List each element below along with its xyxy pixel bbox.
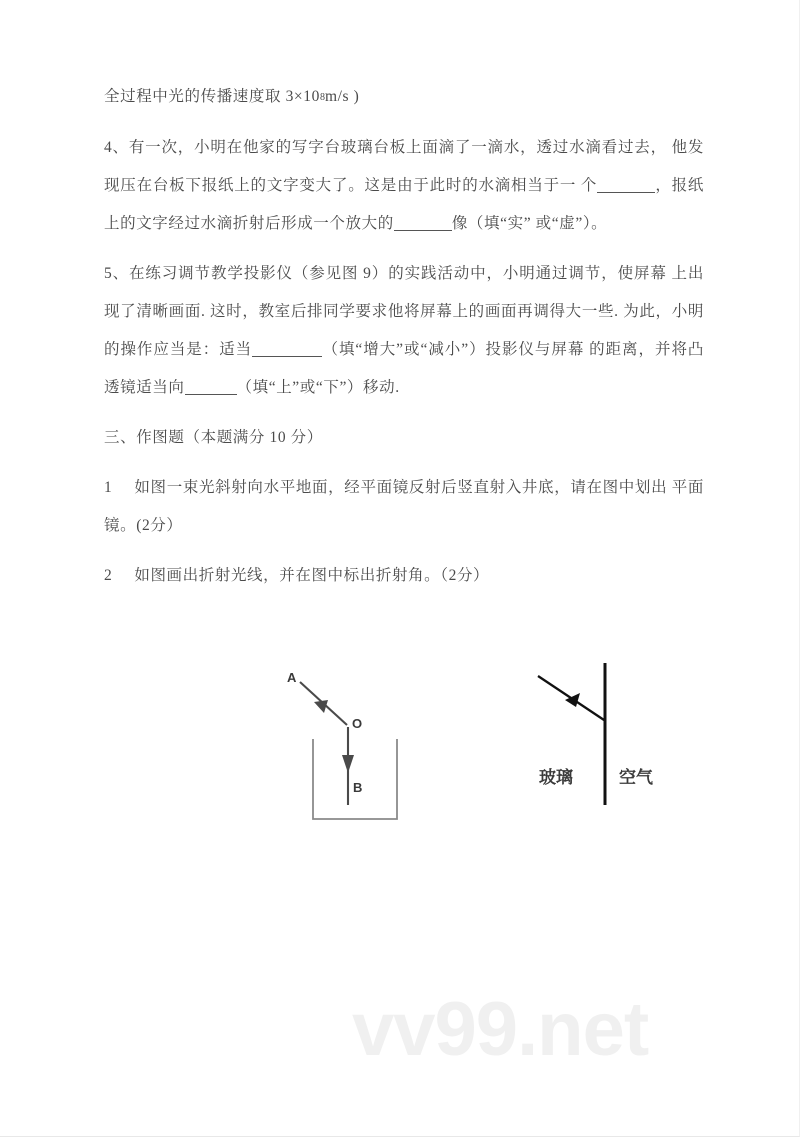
q4-blank-2[interactable] [394, 230, 452, 231]
drawing-q2-line-1: 如图画出折射光线，并在图中标出折射角。（2分） [134, 567, 490, 584]
incident-ray-arrowhead-icon [314, 700, 328, 713]
figure-refraction-diagram [515, 655, 685, 820]
document-body [104, 78, 704, 595]
speed-of-light-text-before: 全过程中光的传播速度取 3×10 [104, 88, 320, 105]
q5-line-2: 上出现了清晰画面. 这时，教室后排同学要求他将屏幕上的画面再调得大一些. [104, 265, 705, 320]
q4-line-3-part-a: 个 [580, 177, 598, 194]
section-heading-drawing: 三、作图题（本题满分 10 分） [104, 429, 323, 446]
q5-line-3-part-b: （填“增大”或“减小”）投影仪与屏幕 [322, 341, 585, 358]
label-air: 空气 [619, 768, 653, 787]
label-glass: 玻璃 [539, 768, 573, 787]
speed-of-light-text-after: m/s ) [324, 88, 360, 105]
well-label-a: A [287, 670, 297, 685]
q4-line-4: 或“虚”）。 [535, 215, 608, 232]
drawing-q2-number: 2 [104, 567, 113, 584]
vertical-ray-arrowhead-icon [342, 755, 354, 773]
drawing-question-1 [104, 469, 704, 545]
well-container-shape [313, 739, 397, 819]
q5-blank-2[interactable] [185, 394, 237, 395]
well-label-b: B [353, 780, 363, 795]
q4-line-1: 4、有一次，小明在他家的写字台玻璃台板上面滴了一滴水，透过水滴看过去， [104, 139, 667, 156]
question-4 [104, 129, 704, 243]
figures-row [0, 655, 800, 845]
drawing-question-2 [104, 557, 704, 595]
q4-line-3-part-b: ，报纸上的文字经过水滴折射后形成一个放大的 [104, 177, 705, 232]
well-diagram-svg [266, 660, 416, 840]
drawing-q1-line-2: 平面镜。(2分） [104, 479, 704, 534]
q4-blank-1[interactable] [597, 192, 655, 193]
refraction-diagram-svg [515, 655, 685, 820]
q4-line-2: 他发现压在台板下报纸上的文字变大了。这是由于此时的水滴相当于一 [104, 139, 704, 194]
question-5 [104, 255, 704, 407]
figure-well-diagram [266, 660, 416, 840]
paragraph-speed-of-light [104, 78, 704, 117]
site-watermark: vv99.net [352, 987, 649, 1072]
q4-line-3-part-c: 像（填“实” [451, 215, 532, 232]
drawing-q1-number: 1 [104, 479, 113, 496]
q5-line-4-part-a: 的距离，并将凸透镜适当向 [104, 341, 704, 396]
speed-of-light-exponent: 8 [319, 92, 325, 103]
well-label-o: O [352, 716, 363, 731]
q5-line-1: 5、在练习调节教学投影仪（参见图 9）的实践活动中，小明通过调节，使屏幕 [104, 265, 667, 282]
drawing-q1-line-1: 如图一束光斜射向水平地面，经平面镜反射后竖直射入井底，请在图中划出 [134, 479, 668, 496]
q5-blank-1[interactable] [252, 356, 322, 357]
q5-line-3-part-a: 为此，小明的操作应当是：适当 [104, 303, 704, 358]
q5-line-4-part-b: （填“上”或“下”）移动. [236, 379, 400, 396]
